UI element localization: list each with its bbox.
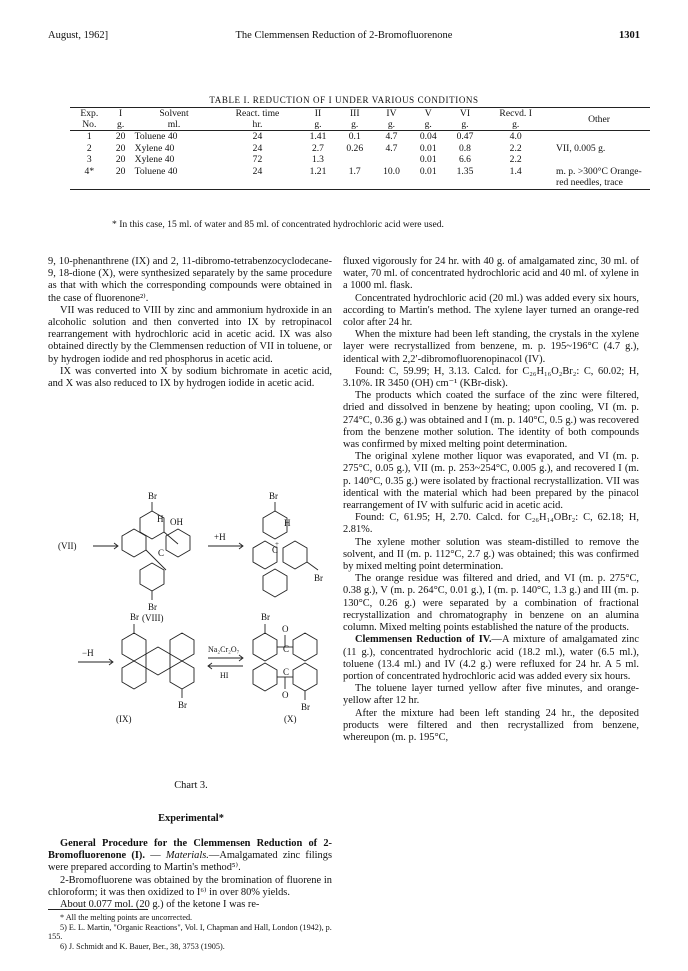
paragraph: —Amalgamated zinc filings were prepared according to Martin's method⁵⁾. (48, 850, 332, 874)
table-row (70, 131, 650, 143)
paragraph: —A mixture of amalgamated zinc (11 g.), concentrated hydrochloric acid (18.2 ml.), water (6.5 ml.), toluene (13.4 ml.) and IV (4.2 g.) were refluxed for 24 hr. A 5 ml. portion of concentrated hydrochloric acid was added every six hours. (343, 634, 639, 682)
column-unit: g. (447, 119, 484, 131)
table-cell: Xylene 40 (134, 154, 175, 165)
column-unit: ml. (133, 119, 216, 131)
label-br: Br (178, 700, 187, 710)
label-br: Br (261, 612, 270, 622)
footnote: 5) E. L. Martin, "Organic Reactions", Vol. I, Chapman and Hall, London (1942), p. 155. (48, 922, 332, 942)
footnote: 6) J. Schmidt and K. Bauer, Ber., 38, 3753 (1905). (60, 941, 225, 951)
paragraph: About 0.077 mol. (20 g.) of the ketone I was re- (60, 899, 260, 911)
label-plus: + (275, 540, 279, 548)
label-c: C (158, 548, 165, 558)
chart-caption: Chart 3. (174, 780, 208, 791)
paragraph: VII was reduced to VIII by zinc and ammonium hydroxide in an alcoholic solution and then converted into IX by retropinacol rearrangement with hydrochloric acid in acetic acid. IX was also obtained directly by the Clemmensen reduction of VII in toluene, or by hydrogen iodide and red phosphorus in acetic acid. (48, 304, 332, 365)
table-cell: 2 (86, 142, 92, 154)
table-cell: 2.7 (311, 142, 324, 154)
label-minus-h: −H (82, 648, 94, 658)
table-cell: 20 (109, 166, 133, 190)
paragraph: The original xylene mother liquor was evaporated, and VI (m. p. 275°C, 0.05 g.), VII (m. p. 253~254°C, 0.005 g.), and recovered I (m. p. 140°C, 0.35 g.) were isolated by fractional recrystallization. VII was identical with the material which had been prepared by the pinacol rearrangement of IV with sulfuric acid in acetic acid. (343, 451, 639, 512)
results-table (70, 107, 650, 190)
table-cell: 20 (115, 154, 126, 165)
table-cell: 20 (115, 131, 126, 142)
column-unit: hr. (215, 119, 299, 131)
compound-label-ix: (IX) (116, 714, 132, 724)
paragraph: The orange residue was filtered and dried, and VI (m. p. 275°C, 0.38 g.), V (m. p. 264°C, 0.01 g.), I (m. p. 140°C, 1.3 g.) and III (m. p. 130°C, 0.26 g.) were separated by a combination of fractional recrystallization and chromatography in benzene on an alumina column. Mixed melting points established the nature of the products. (343, 573, 639, 634)
table-cell: 0.04 (419, 131, 437, 142)
paragraph: The products which coated the surface of the zinc were filtered, dried and dissolved in benzene by heating; upon cooling, VI (m. p. 274°C, 0.36 g.) was obtained and I (m. p. 140°C, 0.5 g.) was recovered from the benzene mother solution. The identity of both compounds was confirmed by mixed melting point determination. (343, 390, 639, 451)
paragraph: fluxed vigorously for 24 hr. with 40 g. of amalgamated zinc, 30 ml. of water, 70 ml. of concentrated hydrochloric acid and 40 ml. of xylene in a 1000 ml. flask. (343, 256, 639, 292)
table-cell: 1.4 (483, 166, 548, 190)
table-cell: Toluene 40 (133, 166, 216, 190)
column-header: I (109, 108, 133, 120)
label-oh: OH (170, 517, 183, 527)
column-unit: g. (336, 119, 373, 131)
compound-label-vii: (VII) (58, 541, 77, 551)
table-cell: Toluene 40 (134, 131, 178, 142)
column-unit: g. (300, 119, 337, 131)
paragraph: After the mixture had been left standing 24 hr., the deposited products were filtered and then recrystallized from benzene, whereupon (m. p. 195°C, (343, 707, 639, 743)
table-cell: 0.01 (419, 142, 437, 154)
label-br: Br (148, 602, 157, 612)
table-cell (336, 154, 373, 166)
column-unit: g. (410, 119, 447, 131)
label-br: Br (148, 491, 157, 501)
left-column (48, 256, 332, 390)
reaction-scheme (48, 490, 334, 775)
experimental-text: General Procedure for the Clemmensen Reduction of 2-Bromofluorenone (I). — Materials.—Amalgamated zinc filings were prepared according to Martin's method⁵⁾. 2-Bromofluorene was obtained by the bromination of fluorene in chloroform; it was then oxidized to I⁶⁾ in over 80% yields. About 0.077 mol. (20 g.) of the ketone I was re- (48, 838, 332, 911)
label-h: H (284, 518, 291, 528)
table-cell: 0.8 (458, 142, 471, 154)
column-unit: g. (109, 119, 133, 131)
header-title: The Clemmensen Reduction of 2-Bromofluorenone (235, 30, 453, 41)
table-row (70, 154, 650, 166)
table-row (70, 143, 650, 155)
ring (140, 563, 164, 591)
footnotes (48, 913, 332, 951)
paragraph: 9, 10-phenanthrene (IX) and 2, 11-dibromo-tetrabenzocyclodecane-9, 18-dione (X), were synthesized separately by the same procedure as that with which the corresponding compounds were obtained in the case of fluorenone²⁾. (48, 256, 332, 304)
table-cell: 2.2 (509, 142, 522, 154)
table-caption: TABLE I. REDUCTION OF I UNDER VARIOUS CONDITIONS (209, 95, 479, 105)
table-cell: 1 (86, 131, 92, 142)
label-c: C (283, 644, 290, 654)
column-header: VI (447, 108, 484, 120)
table-cell: 0.01 (410, 166, 447, 190)
column-header: Other (548, 108, 650, 131)
table-cell: 1.41 (309, 131, 327, 142)
subheading-materials: Materials. (165, 850, 209, 862)
table-cell: 1.7 (336, 166, 373, 190)
table-cell: 4.0 (509, 131, 522, 142)
header-date: August, 1962] (48, 30, 109, 41)
page-number: 1301 (619, 30, 640, 41)
column-unit: g. (373, 119, 410, 131)
paragraph: Found: C, 61.95; H, 2.70. Calcd. for C₂₆H₁₄OBr₂: C, 62.18; H, 2.81%. (343, 512, 639, 536)
table-cell: 24 (252, 131, 263, 142)
table-cell (373, 154, 410, 166)
table-cell: 20 (115, 142, 126, 154)
label-h: H (157, 514, 164, 524)
footnote-rule (48, 909, 148, 910)
column-header: Recvd. I (483, 108, 548, 120)
subsection-heading: General Procedure for the Clemmensen Reduction of 2-Bromofluorenone (I). (48, 838, 332, 862)
column-header: IV (373, 108, 410, 120)
label-br: Br (314, 573, 323, 583)
table-cell: Xylene 40 (134, 142, 175, 154)
table-cell: 1.35 (447, 166, 484, 190)
table-footnote: * In this case, 15 ml. of water and 85 ml. of concentrated hydrochloric acid were used. (112, 219, 444, 230)
table-cell (548, 154, 650, 166)
paragraph: IX was converted into X by sodium bichromate in acetic acid, and X was also reduced to IX by hydrogen iodide in acetic acid. (48, 365, 332, 390)
label-plus-h: +H (214, 532, 226, 542)
label-br: Br (130, 612, 139, 622)
table-cell: 1.3 (311, 154, 324, 165)
table-cell: m. p. >300°C Orange-red needles, trace (548, 166, 650, 190)
table-cell: VII, 0.005 g. (556, 142, 606, 154)
reagent-hi: HI (220, 671, 229, 680)
column-header: Exp. (70, 108, 109, 120)
table-cell: 4.7 (385, 142, 398, 154)
footnote: * All the melting points are uncorrected. (60, 913, 193, 922)
label-o: O (282, 690, 289, 700)
label-o: O (282, 624, 289, 634)
label-br: Br (301, 702, 310, 712)
table-cell: 4* (70, 166, 109, 190)
reagent-bichromate: Na₂Cr₂O₇ (208, 645, 240, 654)
label-c: C (272, 545, 279, 555)
table-cell: 3 (86, 154, 92, 165)
label-c: C (283, 667, 290, 677)
column-header: React. time (215, 108, 299, 120)
label-br: Br (269, 491, 278, 501)
table-cell: 10.0 (373, 166, 410, 190)
subsection-heading: Clemmensen Reduction of IV. (355, 634, 492, 646)
ring (166, 529, 190, 557)
column-header: Solvent (133, 108, 216, 120)
paragraph: When the mixture had been left standing, the crystals in the xylene layer were recrystallized from benzene, m. p. 195~196°C (4.7 g.), identical with 2,2′-dibromofluorenopinacol (IV). (343, 329, 639, 365)
column-unit: No. (70, 119, 109, 131)
paragraph: 2-Bromofluorene was obtained by the bromination of fluorene in chloroform; it was then oxidized to I⁶⁾ in over 80% yields. (48, 874, 332, 898)
table-cell: 0.26 (346, 142, 364, 154)
paragraph: Concentrated hydrochloric acid (20 ml.) was added every six hours, according to Martin's method. The xylene layer turned an orange-red color after 24 hr. (343, 292, 639, 329)
scheme-labels (58, 491, 323, 724)
table-cell: 6.6 (458, 154, 471, 165)
table-cell: 2.2 (509, 154, 522, 165)
table-cell: 24 (252, 142, 263, 154)
column-header: III (336, 108, 373, 120)
table-cell: 0.1 (348, 131, 361, 142)
table-row (70, 166, 650, 190)
compound-label-viii: (VIII) (142, 613, 164, 623)
right-column (343, 256, 639, 744)
table-cell (548, 131, 650, 143)
paragraph: Found: C, 59.99; H, 3.13. Calcd. for C₂₆H₁₆O₂Br₂: C, 60.02; H, 3.10%. IR 3450 (OH) cm⁻¹ (KBr-disk). (343, 365, 639, 390)
table-cell: 4.7 (385, 131, 398, 142)
table-cell: 0.47 (456, 131, 474, 142)
table-cell: 72 (252, 154, 263, 165)
table-cell: 24 (215, 166, 299, 190)
section-heading: Experimental* (158, 813, 224, 824)
column-header: II (300, 108, 337, 120)
table-cell: 0.01 (419, 154, 437, 165)
table-cell: 1.21 (300, 166, 337, 190)
column-header: V (410, 108, 447, 120)
paragraph: The toluene layer turned yellow after five minutes, and orange-yellow after 12 hr. (343, 683, 639, 707)
compound-label-x: (X) (284, 714, 297, 724)
paragraph: The xylene mother solution was steam-distilled to remove the solvent, and II (m. p. 112°C, 2.7 g.) was obtained; this was confirmed by mixed melting point determination. (343, 536, 639, 573)
column-unit: g. (483, 119, 548, 131)
